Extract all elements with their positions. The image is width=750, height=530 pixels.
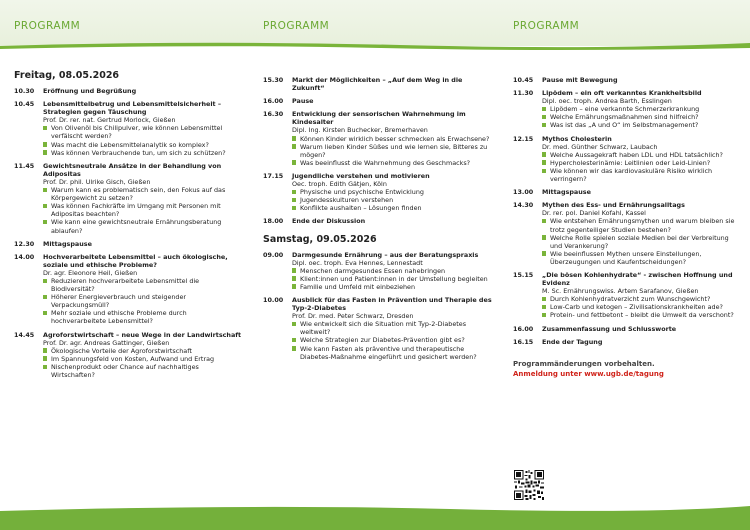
item-body bbox=[542, 76, 741, 84]
bullet-text: Jugendesskulturen verstehen bbox=[300, 196, 394, 205]
event-list bbox=[14, 87, 242, 379]
registration-link[interactable]: Anmeldung unter www.ugb.de/tagung bbox=[513, 369, 664, 378]
bullet-text: Wie entstehen Ernährungsmythen und warum bleiben sie trotz gegenteiliger Studien bestehen? bbox=[550, 217, 735, 234]
bullet-text: Was ist das „A und O“ im Selbstmanagement? bbox=[550, 121, 699, 130]
bullet-text: Nischenprodukt oder Chance auf nachhaltiges Wirtschaften? bbox=[51, 362, 199, 379]
item-time: 16.00 bbox=[513, 324, 534, 333]
item-title: Lebensmittelbetrug und Lebensmittelsicherheit – Strategien gegen Täuschung bbox=[43, 100, 222, 117]
item-title: Mittagspause bbox=[542, 188, 591, 197]
item-title: Ende der Diskussion bbox=[292, 217, 366, 226]
bullet-square-icon bbox=[43, 142, 47, 146]
bullet-point bbox=[292, 320, 493, 336]
bullet-square-icon bbox=[43, 311, 47, 315]
bullet-square-icon bbox=[542, 313, 546, 317]
event-list bbox=[513, 76, 741, 346]
bullet-point bbox=[542, 151, 741, 159]
item-body bbox=[292, 172, 493, 212]
bullet-text: Klient:innen und Patient:innen in der Umstellung begleiten bbox=[300, 274, 488, 283]
bullet-square-icon bbox=[542, 235, 546, 239]
bullet-text: Warum kann es problematisch sein, den Fokus auf das Körpergewicht zu setzen? bbox=[51, 186, 226, 203]
bullet-square-icon bbox=[292, 268, 296, 272]
bullet-text: Wie beeinflussen Mythen unsere Einstellungen, Überzeugungen und Kaufentscheidungen? bbox=[550, 249, 702, 266]
item-body bbox=[542, 325, 741, 333]
program-item bbox=[263, 172, 493, 212]
item-speaker: Dr. rer. pol. Daniel Kofahl, Kassel bbox=[542, 209, 646, 218]
program-item bbox=[263, 76, 493, 92]
bullet-point bbox=[542, 303, 741, 311]
item-speaker: Prof. Dr. phil. Ulrike Gisch, Gießen bbox=[43, 177, 151, 186]
program-item bbox=[263, 217, 493, 225]
bullet-square-icon bbox=[292, 338, 296, 342]
bullet-text: Was können Fachkräfte im Umgang mit Personen mit Adipositas beachten? bbox=[51, 202, 221, 219]
column-friday-afternoon-saturday bbox=[263, 76, 493, 366]
item-body bbox=[292, 97, 493, 105]
bullet-point bbox=[292, 267, 493, 275]
bullet-point bbox=[43, 186, 242, 202]
item-title: Mythos Cholesterin bbox=[542, 134, 612, 143]
program-item bbox=[263, 110, 493, 167]
bullet-point bbox=[542, 167, 741, 183]
bullet-point bbox=[43, 218, 242, 234]
bullet-text: Konflikte aushalten – Lösungen finden bbox=[300, 204, 422, 213]
item-body bbox=[43, 100, 242, 157]
bullet-text: Physische und psychische Entwicklung bbox=[300, 188, 424, 197]
bullet-point bbox=[292, 275, 493, 283]
program-item bbox=[263, 296, 493, 361]
bullet-point bbox=[292, 283, 493, 291]
item-title: Markt der Möglichkeiten – „Auf dem Weg in die Zukunft“ bbox=[292, 76, 463, 93]
bullet-square-icon bbox=[43, 126, 47, 130]
item-title: „Die bösen Kohlenhydrate“ - zwischen Hoffnung und Evidenz bbox=[542, 270, 733, 288]
item-speaker: Dipl. oec. troph. Andrea Barth, Esslingen bbox=[542, 97, 672, 106]
program-item bbox=[14, 240, 242, 248]
item-body bbox=[43, 253, 242, 326]
bullet-text: Wie kann Fasten als präventive und therapeutische Diabetes-Maßnahme eingeführt und gesichert werden? bbox=[300, 344, 477, 361]
bullet-square-icon bbox=[292, 198, 296, 202]
bullet-square-icon bbox=[542, 297, 546, 301]
item-time: 15.15 bbox=[513, 270, 534, 279]
item-title: Entwicklung der sensorischen Wahrnehmung im Kindesalter bbox=[292, 110, 466, 127]
bullet-point bbox=[292, 159, 493, 167]
item-time: 15.30 bbox=[263, 76, 284, 84]
program-item bbox=[513, 76, 741, 84]
column-saturday bbox=[513, 76, 741, 378]
program-item bbox=[513, 325, 741, 333]
item-body bbox=[542, 201, 741, 266]
item-title: Pause mit Bewegung bbox=[542, 76, 618, 84]
item-time: 18.00 bbox=[263, 217, 284, 226]
item-time: 16.30 bbox=[263, 110, 284, 119]
day-heading-friday: Freitag, 08.05.2026 bbox=[14, 70, 120, 81]
bullet-text: Reduzieren hochverarbeitete Lebensmittel die Biodiversität? bbox=[51, 276, 200, 294]
program-item bbox=[513, 271, 741, 320]
program-item bbox=[263, 251, 493, 291]
item-title: Lipödem – ein oft verkanntes Krankheitsbild bbox=[542, 89, 702, 98]
bullet-square-icon bbox=[43, 279, 47, 283]
item-title: Ausblick für das Fasten in Prävention und Therapie des Typ-2-Diabetes bbox=[292, 295, 492, 313]
bullet-square-icon bbox=[542, 115, 546, 119]
bottom-band bbox=[0, 511, 750, 530]
bullet-point bbox=[43, 347, 242, 355]
item-body bbox=[542, 338, 741, 346]
bullet-point bbox=[43, 277, 242, 293]
bullet-square-icon bbox=[542, 305, 546, 309]
bullet-text: Wie können wir das kardiovaskuläre Risiko wirklich verringern? bbox=[550, 166, 713, 184]
program-item bbox=[263, 97, 493, 105]
program-item bbox=[513, 135, 741, 184]
program-item bbox=[513, 338, 741, 346]
bullet-point bbox=[43, 202, 242, 218]
bullet-point bbox=[292, 204, 493, 212]
item-body bbox=[292, 110, 493, 167]
item-time: 10.30 bbox=[14, 87, 35, 95]
event-list bbox=[263, 251, 493, 361]
item-time: 13.00 bbox=[513, 188, 534, 197]
bullet-point bbox=[542, 113, 741, 121]
bullet-square-icon bbox=[292, 346, 296, 350]
bullet-text: Warum lieben Kinder Süßes und wie lernen sie, Bitteres zu mögen? bbox=[300, 142, 488, 159]
bullet-square-icon bbox=[292, 284, 296, 288]
bullet-point bbox=[43, 309, 242, 325]
item-body bbox=[292, 76, 493, 92]
bullet-text: Welche Aussagekraft haben LDL und HDL tatsächlich? bbox=[550, 150, 723, 159]
bullet-point bbox=[292, 345, 493, 361]
item-title: Zusammenfassung und Schlussworte bbox=[542, 324, 677, 333]
item-time: 16.15 bbox=[513, 337, 534, 346]
item-title: Ende der Tagung bbox=[542, 337, 603, 346]
bullet-text: Menschen darmgesundes Essen nahebringen bbox=[300, 266, 446, 275]
bullet-text: Im Spannungsfeld von Kosten, Aufwand und Ertrag bbox=[51, 354, 215, 363]
bullet-square-icon bbox=[292, 322, 296, 326]
item-speaker: Dipl. Ing. Kirsten Buchecker, Bremerhaven bbox=[292, 126, 428, 135]
item-body bbox=[292, 217, 493, 225]
item-time: 14.00 bbox=[14, 252, 35, 261]
bullet-point bbox=[43, 293, 242, 309]
bullet-text: Low-Carb und ketogen – Zivilisationskrankheiten ade? bbox=[550, 303, 723, 312]
bullet-square-icon bbox=[542, 152, 546, 156]
bullet-square-icon bbox=[542, 123, 546, 127]
header-programm-3: PROGRAMM bbox=[513, 20, 580, 32]
footer-notes bbox=[513, 360, 741, 378]
bullet-text: Von Olivenöl bis Chilipulver, wie können Lebensmittel verfälscht werden? bbox=[51, 124, 223, 141]
item-title: Eröffnung und Begrüßung bbox=[43, 87, 137, 95]
program-item bbox=[513, 201, 741, 266]
program-item bbox=[14, 331, 242, 380]
bullet-text: Was können Verbrauchende tun, um sich zu schützen? bbox=[51, 148, 226, 157]
bullet-point bbox=[542, 217, 741, 233]
item-time: 12.15 bbox=[513, 134, 534, 143]
program-item bbox=[14, 253, 242, 326]
bullet-text: Wie entwickelt sich die Situation mit Typ-2-Diabetes weltweit? bbox=[300, 320, 467, 337]
bullet-square-icon bbox=[542, 160, 546, 164]
item-title: Jugendliche verstehen und motivieren bbox=[292, 171, 430, 180]
bullet-point bbox=[292, 143, 493, 159]
item-speaker: M. Sc. Ernährungswiss. Artem Sarafanov, Gießen bbox=[542, 287, 699, 296]
bullet-text: Wie kann eine gewichtsneutrale Ernährungsberatung ablaufen? bbox=[51, 218, 222, 235]
bullet-square-icon bbox=[43, 204, 47, 208]
bullet-point bbox=[542, 234, 741, 250]
program-change-notice: Programmänderungen vorbehalten. bbox=[513, 359, 655, 368]
bullet-text: Können Kinder wirklich besser schmecken als Erwachsene? bbox=[300, 134, 490, 143]
bullet-square-icon bbox=[43, 365, 47, 369]
bullet-square-icon bbox=[43, 295, 47, 299]
item-time: 16.00 bbox=[263, 97, 284, 106]
item-title: Pause bbox=[292, 97, 314, 106]
bullet-point bbox=[292, 336, 493, 344]
item-title: Hochverarbeitete Lebensmittel – auch ökologische, soziale und ethische Probleme? bbox=[43, 252, 228, 269]
bullet-point bbox=[542, 105, 741, 113]
bullet-square-icon bbox=[292, 190, 296, 194]
bullet-text: Was macht die Lebensmittelanalytik so komplex? bbox=[51, 140, 209, 149]
qr-code-icon[interactable] bbox=[514, 470, 544, 500]
top-wave-decoration bbox=[0, 40, 750, 52]
item-time: 12.30 bbox=[14, 239, 35, 248]
item-body bbox=[43, 87, 242, 95]
item-title: Mythen des Ess- und Ernährungsalltags bbox=[542, 201, 685, 210]
bullet-text: Welche Ernährungsmaßnahmen sind hilfreich? bbox=[550, 113, 699, 122]
item-time: 11.45 bbox=[14, 161, 35, 170]
program-item bbox=[14, 162, 242, 235]
item-time: 11.30 bbox=[513, 89, 534, 98]
item-speaker: Oec. troph. Edith Gätjen, Köln bbox=[292, 180, 387, 189]
bullet-text: Familie und Umfeld mit einbeziehen bbox=[300, 282, 416, 291]
item-time: 10.45 bbox=[14, 100, 35, 109]
bullet-square-icon bbox=[542, 251, 546, 255]
bullet-square-icon bbox=[542, 169, 546, 173]
item-title: Gewichtsneutrale Ansätze in der Behandlung von Adipositas bbox=[43, 161, 222, 178]
bullet-point bbox=[43, 141, 242, 149]
bullet-square-icon bbox=[292, 160, 296, 164]
header-programm-1: PROGRAMM bbox=[14, 20, 81, 32]
item-body bbox=[43, 240, 242, 248]
program-item bbox=[513, 188, 741, 196]
item-body bbox=[292, 251, 493, 291]
bullet-square-icon bbox=[292, 276, 296, 280]
item-body bbox=[542, 89, 741, 129]
bullet-text: Protein- und fettbetont – bleibt die Umwelt da verschont? bbox=[550, 311, 734, 320]
item-time: 10.45 bbox=[513, 76, 534, 84]
bullet-square-icon bbox=[292, 206, 296, 210]
bullet-text: Hypercholesterinämie: Leitlinien oder Leid-Linien? bbox=[550, 158, 711, 167]
bullet-square-icon bbox=[43, 348, 47, 352]
item-time: 14.30 bbox=[513, 201, 534, 210]
program-item bbox=[14, 100, 242, 157]
bullet-square-icon bbox=[43, 356, 47, 360]
bullet-point bbox=[542, 121, 741, 129]
bullet-point bbox=[43, 363, 242, 379]
bullet-square-icon bbox=[542, 107, 546, 111]
bullet-text: Was beeinflusst die Wahrnehmung des Geschmacks? bbox=[300, 158, 471, 167]
item-time: 14.45 bbox=[14, 330, 35, 339]
item-speaker: Dr. med. Günther Schwarz, Laubach bbox=[542, 142, 658, 151]
item-body bbox=[43, 331, 242, 380]
item-body bbox=[43, 162, 242, 235]
bullet-point bbox=[292, 135, 493, 143]
item-time: 09.00 bbox=[263, 250, 284, 259]
header-programm-2: PROGRAMM bbox=[263, 20, 330, 32]
item-speaker: Prof. Dr. med. Peter Schwarz, Dresden bbox=[292, 312, 414, 321]
bullet-point bbox=[43, 124, 242, 140]
item-body bbox=[292, 296, 493, 361]
bullet-text: Welche Strategien zur Diabetes-Prävention gibt es? bbox=[300, 336, 465, 345]
program-item bbox=[513, 89, 741, 129]
program-item bbox=[14, 87, 242, 95]
item-speaker: Prof. Dr. agr. Andreas Gattinger, Gießen bbox=[43, 338, 170, 347]
bullet-text: Mehr soziale und ethische Probleme durch hochverarbeitete Lebensmittel? bbox=[51, 309, 187, 326]
item-speaker: Dipl. oec. troph. Eva Hennes, Lennestadt bbox=[292, 258, 423, 267]
bullet-square-icon bbox=[542, 219, 546, 223]
item-body bbox=[542, 135, 741, 184]
bullet-point bbox=[292, 196, 493, 204]
bullet-point bbox=[542, 250, 741, 266]
event-list bbox=[263, 76, 493, 226]
bullet-text: Ökologische Vorteile der Agroforstwirtschaft bbox=[51, 346, 192, 355]
bullet-square-icon bbox=[43, 220, 47, 224]
bullet-square-icon bbox=[43, 188, 47, 192]
bullet-point bbox=[292, 188, 493, 196]
item-time: 17.15 bbox=[263, 171, 284, 180]
item-body bbox=[542, 271, 741, 320]
bullet-point bbox=[542, 295, 741, 303]
item-time: 10.00 bbox=[263, 295, 284, 304]
bullet-square-icon bbox=[292, 144, 296, 148]
bullet-square-icon bbox=[43, 150, 47, 154]
item-title: Darmgesunde Ernährung – aus der Beratungspraxis bbox=[292, 250, 479, 259]
item-speaker: Dr. agr. Eleonore Heil, Gießen bbox=[43, 268, 138, 277]
bullet-point bbox=[542, 159, 741, 167]
column-friday-morning bbox=[14, 70, 242, 384]
item-speaker: Prof. Dr. rer. nat. Gertrud Morlock, Gießen bbox=[43, 116, 176, 125]
bullet-point bbox=[43, 149, 242, 157]
bullet-text: Durch Kohlenhydratverzicht zum Wunschgewicht? bbox=[550, 295, 711, 304]
bullet-text: Welche Rolle spielen soziale Medien bei der Verbreitung und Verankerung? bbox=[550, 233, 729, 250]
bullet-point bbox=[542, 311, 741, 319]
bullet-square-icon bbox=[292, 136, 296, 140]
item-title: Agroforstwirtschaft – neue Wege in der Landwirtschaft bbox=[43, 330, 242, 339]
day-heading-saturday: Samstag, 09.05.2026 bbox=[263, 233, 377, 245]
bullet-text: Lipödem – eine verkannte Schmerzerkrankung bbox=[550, 105, 700, 114]
bullet-point bbox=[43, 355, 242, 363]
item-body bbox=[542, 188, 741, 196]
item-title: Mittagspause bbox=[43, 239, 92, 248]
bullet-text: Höherer Energieverbrauch und steigender Verpackungsmüll? bbox=[51, 293, 187, 310]
